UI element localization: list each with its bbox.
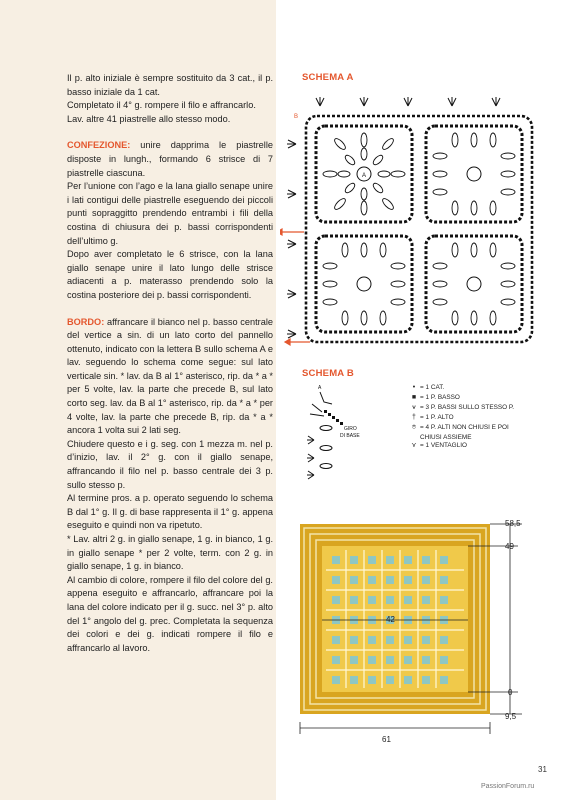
paragraph-stitch-note: Il p. alto iniziale è sempre sostituito da 3 cat., il p. basso iniziale da 1 cat. [67,73,273,97]
site-watermark: PassionForum.ru [481,783,535,790]
schema-b-title: SCHEMA B [302,368,354,379]
single-crochet-icon: ■ [411,394,417,401]
page-margin-band [0,0,52,800]
confezione-label: CONFEZIONE: [67,140,131,151]
stitch-legend [408,383,530,451]
schema-a-label-b: B [294,114,299,120]
schema-b-label-a: A [318,385,322,391]
dimension-9-5: 9,5 [505,712,517,721]
dimension-49: 49 [505,542,514,551]
legend-row-cluster: ⌾ = 4 P. ALTI NON CHIUSI E POI CHIUSI ASSIEME [408,423,530,441]
paragraph-colors: * Lav. altri 2 g. in giallo senape, 1 g. in bianco, 1 g. in giallo senape * per 2 volte, term. con 2 g. in giallo senape, 1 g. in bianco. [67,534,273,572]
chain-symbol-icon: • [412,384,416,391]
paragraph-confezione [67,139,273,180]
paragraph-schema-b: Al termine pros. a p. operato seguendo lo schema B dal 1° g. Il g. di base rappresenta il 1° g. appena eseguito e quindi non va ripetuto. [67,493,273,531]
bordo-text: affrancare il bianco nel p. basso centrale del vertice a sin. di un lato corto del pannello ottenuto, indicato con la lettera B sullo schema A e lav. seguendo lo schema come segue: sul lato verticale sin. * lav. da B al 1° asterisco, rip. da * a * per 5 volte, lav. la parte che precede B, sul lato corto seg. lav. da B al 1° asterisco, rip. da * a * per 4 volte, lav. la parte che precede B, rip. da * a * ancora 1 volta sui 2 lati seg. [67,316,273,436]
bordo-label: BORDO: [67,316,105,327]
instructions-text [67,72,273,655]
schema-a-diagram [280,84,542,356]
schema-b-di-base: DI BASE [340,433,360,439]
paragraph-joining: Per l’unione con l’ago e la lana giallo senape unire i lati contigui delle piastrelle eseguendo dei piccoli punti sopraggitto prendendo entrambi i fili della costina di chiusura dei p. bassi corrispondenti dell’ultimo g. [67,181,273,246]
schema-b-diagram [300,380,400,490]
paragraph-bordo [67,316,273,438]
paragraph-round-four: Completato il 4° g. rompere il filo e affrancarlo. [67,100,256,111]
dimension-42: 42 [386,615,395,624]
double-crochet-icon: † [412,414,416,421]
dimension-58-5: 58,5 [505,519,521,528]
paragraph-color-change: Al cambio di colore, rompere il filo del colore del g. appena eseguito e affrancarlo, affrancare poi la lana del colore indicato per il g. succ. nel 3° p. alto del 1° angolo del g. prec. Completata la sequenza dei colori e dei g. indicati rompere il filo e affrancarlo al lavoro. [67,574,273,653]
fan-icon: ⋎ [411,442,417,449]
schema-b-giro: GIRO [344,426,357,432]
paragraph-more-tiles: Lav. altre 41 piastrelle allo stesso modo. [67,113,231,124]
legend-row-basso: ■ = 1 P. BASSO [408,393,530,403]
legend-row-3-bassi: ⩛ = 3 P. BASSI SULLO STESSO P. [408,403,530,413]
schema-a-label-a: A [362,173,367,179]
confezione-text: unire dapprima le piastrelle disposte in lungh., formando 6 strisce di 7 piastrelle ciascuna. [67,140,273,178]
dimension-0: 0 [508,688,513,697]
dimension-61: 61 [382,735,391,744]
legend-row-alto: † = 1 P. ALTO [408,413,530,423]
page-number: 31 [538,765,547,774]
legend-row-cat: • = 1 CAT. [408,383,530,393]
paragraph-strips: Dopo aver completato le 6 strisce, con la lana giallo senape unire il lato lungo delle strisce adiacenti a p. materasso prendendo solo la costina posteriore dei p. bassi corrispondenti. [67,249,273,300]
schema-a-title: SCHEMA A [302,72,354,83]
legend-row-ventaglio: ⋎ = 1 VENTAGLIO [408,441,530,451]
cluster-icon: ⌾ [411,424,417,431]
three-sc-icon: ⩛ [412,404,416,411]
paragraph-close-round: Chiudere questo e i g. seg. con 1 mezza m. nel p. d’inizio, lav. il 2° g. con il giallo senape, affrancando il filo nel p. basso centrale dei 3 p. sullo stesso p. [67,438,273,490]
